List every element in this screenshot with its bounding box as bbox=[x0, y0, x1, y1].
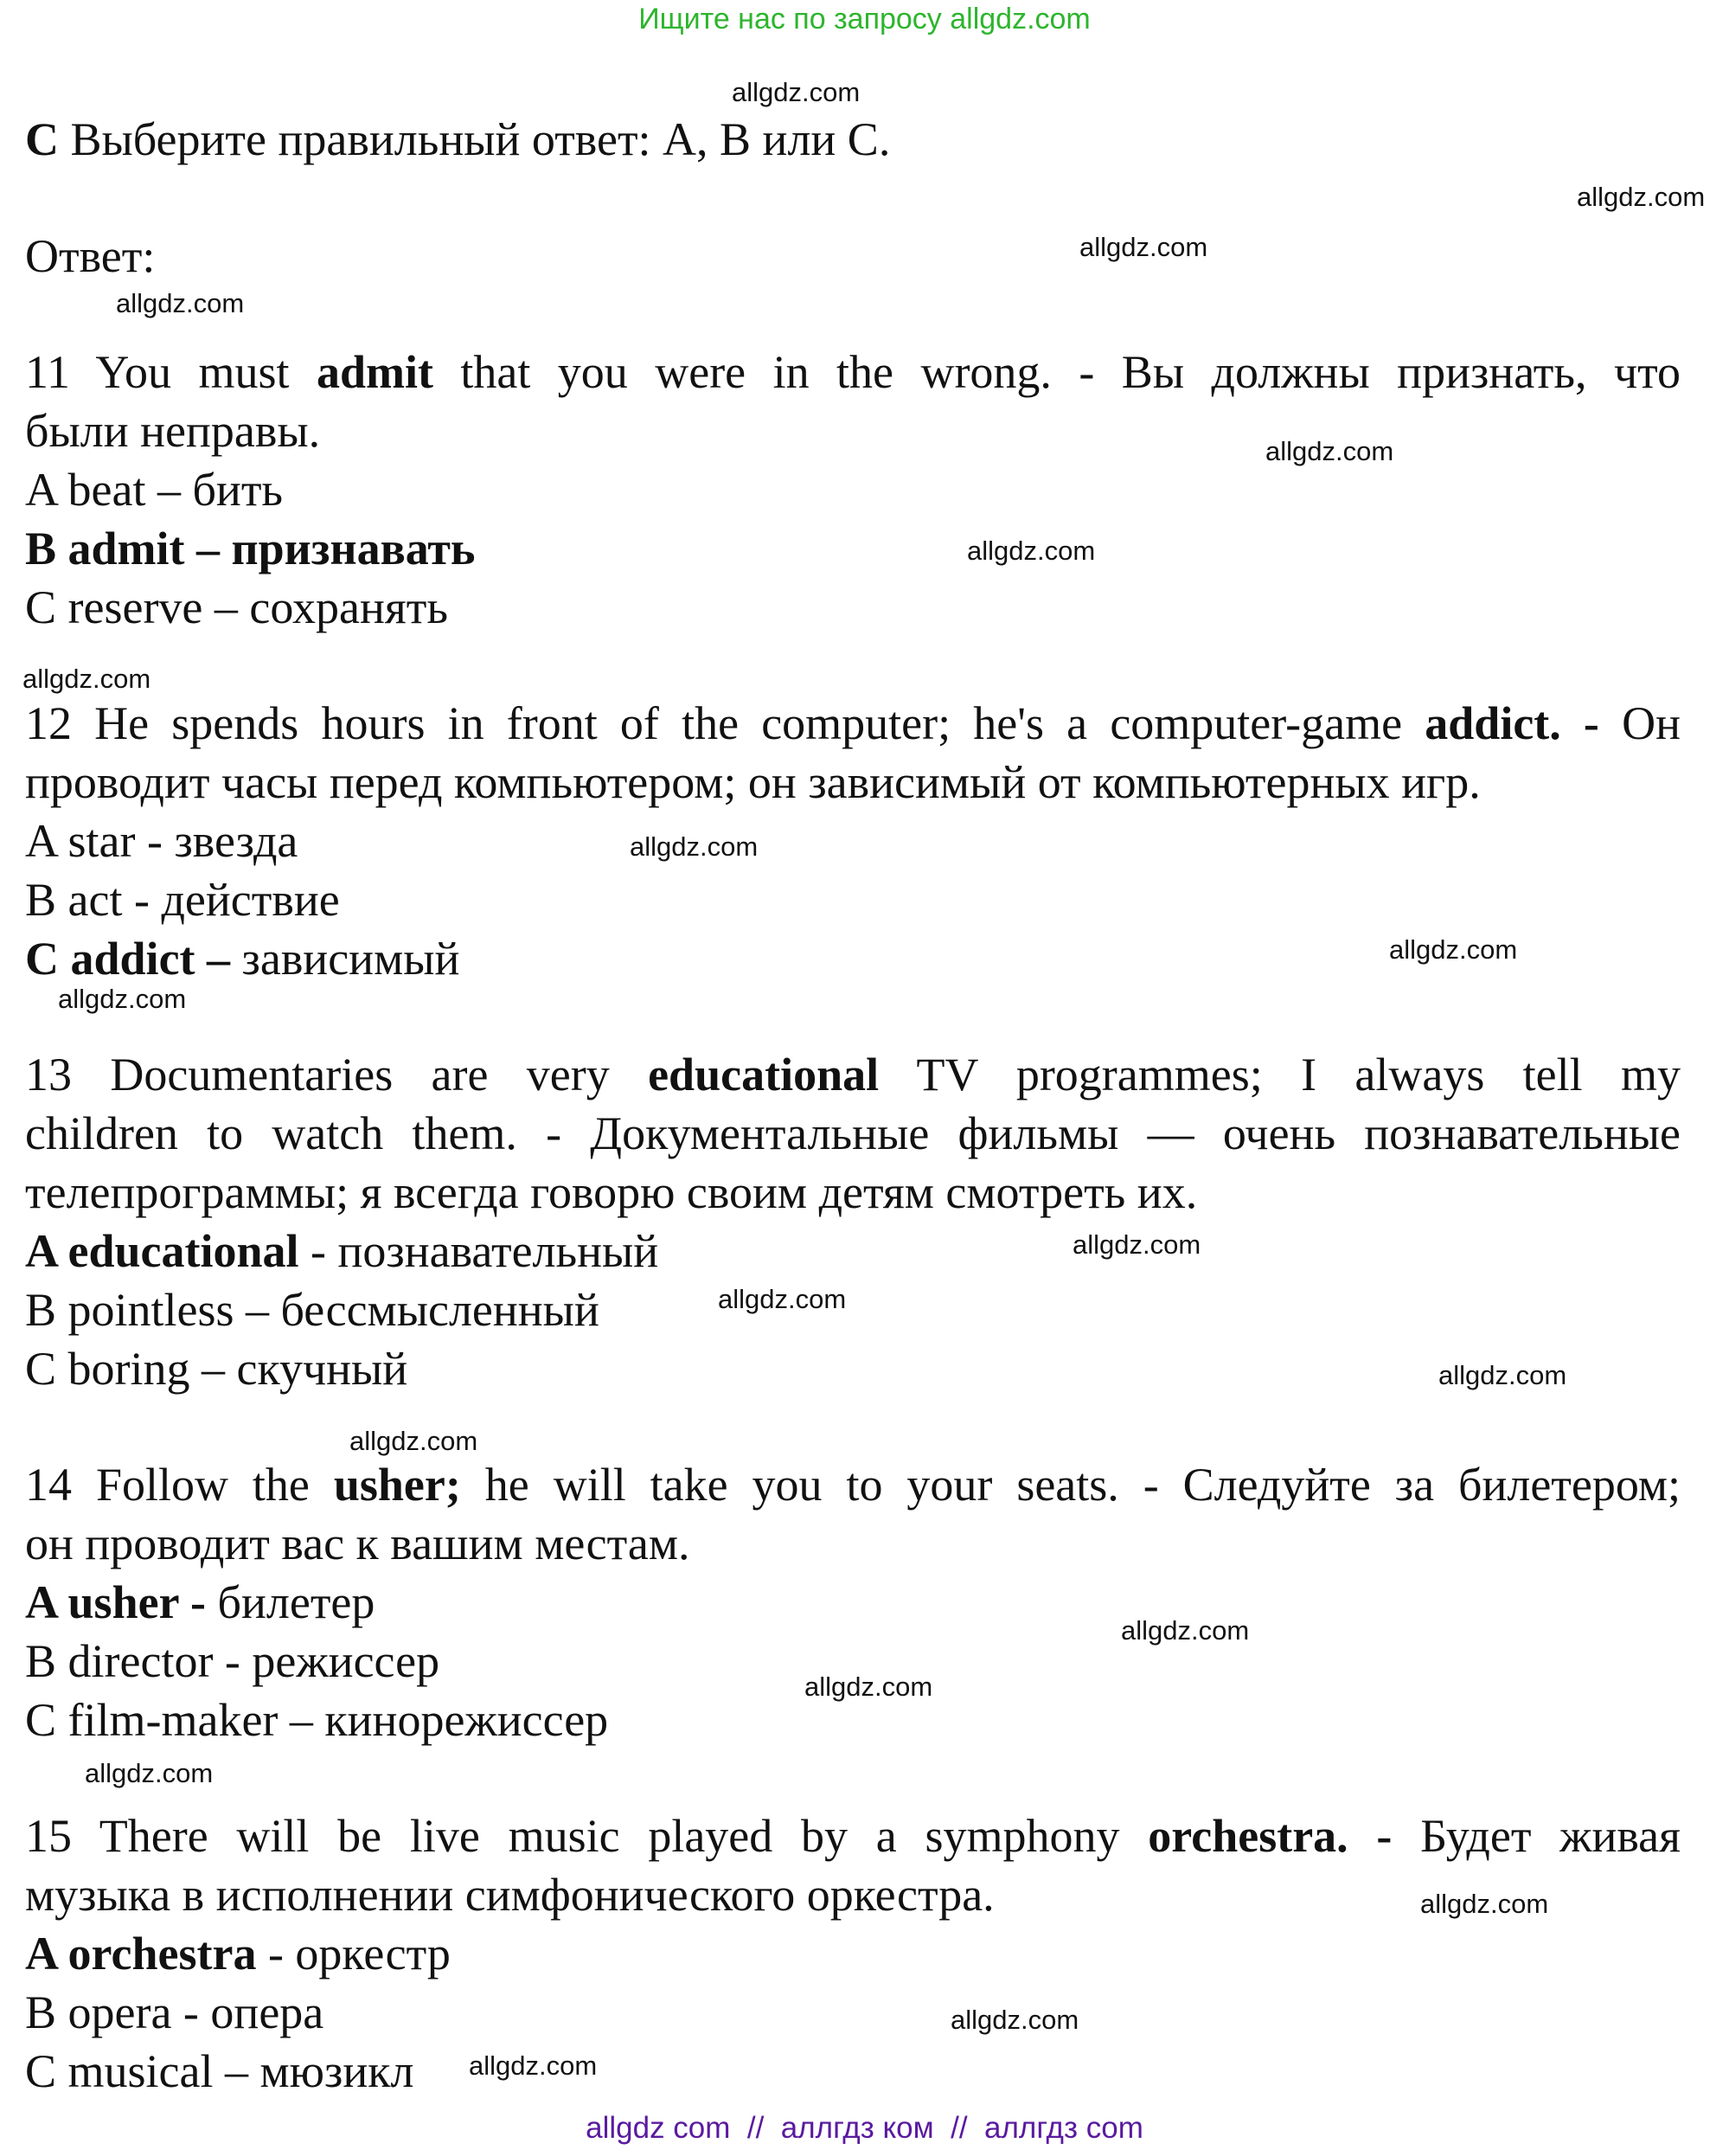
question-14-text: 14 Follow the bbox=[25, 1459, 334, 1511]
footer-links: allgdz com // аллгдз ком // аллгдз com bbox=[586, 2111, 1143, 2145]
question-13-text-rest: TV programmes; I always tell my bbox=[879, 1049, 1681, 1100]
question-13-text: 13 Documentaries are very bbox=[25, 1049, 649, 1100]
watermark: allgdz.com bbox=[22, 664, 151, 694]
question-12-text-rest: Он bbox=[1598, 697, 1681, 749]
q11-option-c: C reserve – сохранять bbox=[25, 581, 448, 633]
q15-option-c: C musical – мюзикл bbox=[25, 2045, 414, 2097]
question-12-line-1 bbox=[25, 696, 1681, 751]
question-11-text: 11 You must bbox=[25, 346, 317, 398]
q12-option-b: B act - действие bbox=[25, 874, 340, 926]
q14-option-b: B director - режиссер bbox=[25, 1635, 440, 1687]
q12-option-c-bold: C addict – bbox=[25, 933, 231, 985]
watermark: allgdz.com bbox=[718, 1284, 847, 1314]
q13-option-a-rest: - познавательный bbox=[298, 1225, 659, 1277]
watermark: allgdz.com bbox=[630, 831, 759, 862]
question-13-line-2: children to watch them. - Документальные фильмы — очень познавательные bbox=[25, 1107, 1681, 1159]
question-11-keyword: admit bbox=[316, 346, 433, 398]
watermark: allgdz.com bbox=[58, 984, 187, 1014]
watermark: allgdz.com bbox=[116, 288, 245, 318]
watermark: allgdz.com bbox=[1389, 934, 1518, 965]
q13-option-c: C boring – скучный bbox=[25, 1343, 408, 1395]
question-11-line-2: были неправы. bbox=[25, 405, 321, 457]
question-14-line-1 bbox=[25, 1457, 1681, 1512]
question-11-line-1 bbox=[25, 344, 1681, 400]
question-13-line-3: телепрограммы; я всегда говорю своим детям смотреть их. bbox=[25, 1166, 1198, 1218]
watermark: allgdz.com bbox=[732, 77, 861, 107]
answer-label: Ответ: bbox=[25, 230, 156, 282]
q14-option-a bbox=[25, 1575, 1681, 1630]
q15-option-a-bold: A orchestra bbox=[25, 1928, 257, 1980]
watermark: allgdz.com bbox=[1073, 1229, 1201, 1260]
q12-option-a: A star - звезда bbox=[25, 815, 298, 867]
question-12-line-2: проводит часы перед компьютером; он зависимый от компьютерных игр. bbox=[25, 756, 1481, 808]
q12-option-c bbox=[25, 931, 1681, 986]
watermark: allgdz.com bbox=[1577, 182, 1706, 212]
q15-option-a bbox=[25, 1926, 1681, 1981]
q14-option-a-bold: A usher - bbox=[25, 1576, 207, 1628]
task-text: Выберите правильный ответ: A, B или C. bbox=[59, 113, 891, 165]
question-13-line-1 bbox=[25, 1047, 1681, 1102]
question-15-text: 15 There will be live music played by a symphony bbox=[25, 1810, 1149, 1862]
watermark: allgdz.com bbox=[85, 1758, 214, 1788]
watermark: allgdz.com bbox=[1121, 1615, 1250, 1646]
question-14-line-2: он проводит вас к вашим местам. bbox=[25, 1518, 690, 1569]
task-letter: C bbox=[25, 113, 59, 165]
q15-option-b: B opera - опера bbox=[25, 1986, 324, 2038]
question-13-keyword: educational bbox=[648, 1049, 880, 1100]
question-15-line-1 bbox=[25, 1808, 1681, 1864]
question-11-text-rest: that you were in the wrong. - Вы должны признать, что bbox=[432, 346, 1681, 398]
watermark: allgdz.com bbox=[469, 2050, 598, 2081]
watermark: allgdz.com bbox=[1438, 1360, 1567, 1390]
question-12-keyword: addict. - bbox=[1425, 697, 1599, 749]
q14-option-c: C film-maker – кинорежиссер bbox=[25, 1694, 609, 1746]
q14-option-a-rest: билетер bbox=[206, 1576, 375, 1628]
q13-option-a-bold: A educational bbox=[25, 1225, 299, 1277]
question-15-line-2: музыка в исполнении симфонического оркестра. bbox=[25, 1869, 995, 1921]
q11-option-b-bold: B admit – признавать bbox=[25, 523, 476, 574]
q15-option-a-rest: - оркестр bbox=[256, 1928, 451, 1980]
q13-option-a bbox=[25, 1223, 1681, 1279]
watermark: allgdz.com bbox=[1420, 1889, 1549, 1919]
question-15-keyword: orchestra. - bbox=[1148, 1810, 1393, 1862]
watermark: allgdz.com bbox=[1079, 232, 1208, 262]
question-14-text-rest: he will take you to your seats. - Следуйте за билетером; bbox=[460, 1459, 1681, 1511]
question-12-text: 12 He spends hours in front of the computer; he's a computer-game bbox=[25, 697, 1425, 749]
top-banner: Ищите нас по запросу allgdz.com bbox=[638, 3, 1091, 35]
task-heading bbox=[25, 112, 1681, 167]
watermark: allgdz.com bbox=[349, 1426, 478, 1456]
question-14-keyword: usher; bbox=[333, 1459, 461, 1511]
watermark: allgdz.com bbox=[967, 536, 1096, 566]
watermark: allgdz.com bbox=[951, 2005, 1079, 2035]
q11-option-a: A beat – бить bbox=[25, 464, 284, 516]
q12-option-c-rest: зависимый bbox=[230, 933, 460, 985]
q13-option-b: B pointless – бессмысленный bbox=[25, 1284, 599, 1336]
watermark: allgdz.com bbox=[1265, 436, 1394, 466]
question-15-text-rest: Будет живая bbox=[1392, 1810, 1681, 1862]
watermark: allgdz.com bbox=[804, 1672, 933, 1702]
q11-option-b bbox=[25, 521, 1681, 576]
